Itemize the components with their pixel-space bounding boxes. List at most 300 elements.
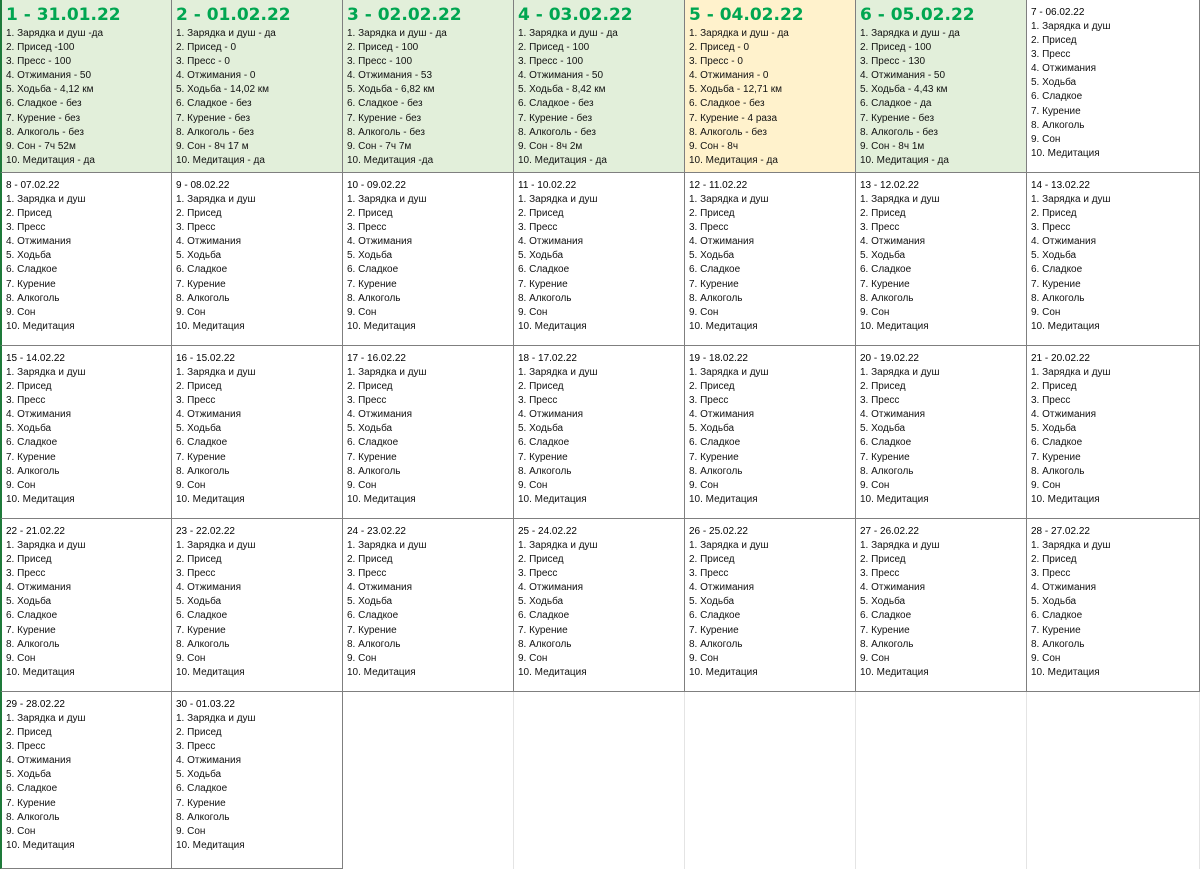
day-title: 15 - 14.02.22 bbox=[6, 353, 65, 364]
day-cell[interactable] bbox=[514, 519, 685, 692]
habit-item: 8. Алкоголь bbox=[176, 292, 230, 304]
habit-item: 7. Курение bbox=[347, 451, 397, 463]
habit-item: 8. Алкоголь bbox=[689, 638, 743, 650]
habit-item: 8. Алкоголь bbox=[689, 465, 743, 477]
habit-item: 7. Курение bbox=[176, 451, 226, 463]
habit-item: 5. Ходьба - 12,71 км bbox=[689, 84, 783, 96]
habit-item: 10. Медитация bbox=[6, 666, 75, 678]
day-title: 25 - 24.02.22 bbox=[518, 526, 577, 537]
habit-item: 10. Медитация bbox=[6, 839, 75, 851]
habit-item: 1. Зарядка и душ - да bbox=[860, 28, 960, 39]
day-cell[interactable] bbox=[1027, 346, 1200, 519]
habit-item: 3. Пресс - 100 bbox=[6, 56, 71, 68]
habit-item: 7. Курение bbox=[176, 797, 226, 809]
habit-item: 5. Ходьба bbox=[6, 769, 52, 781]
habit-item: 6. Сладкое bbox=[176, 783, 228, 795]
day-cell[interactable] bbox=[0, 0, 172, 173]
day-title: 18 - 17.02.22 bbox=[518, 353, 577, 364]
day-cell[interactable] bbox=[0, 173, 172, 346]
habit-item: 4. Отжимания bbox=[6, 755, 72, 767]
habit-item: 8. Алкоголь bbox=[518, 292, 572, 304]
habit-item: 9. Сон bbox=[689, 652, 719, 664]
habit-item: 8. Алкоголь bbox=[176, 638, 230, 650]
habit-item: 6. Сладкое bbox=[347, 610, 399, 622]
habit-item: 6. Сладкое bbox=[176, 437, 228, 449]
habit-list bbox=[176, 366, 338, 507]
habit-item: 4. Отжимания bbox=[347, 236, 413, 248]
habit-item: 10. Медитация - да bbox=[176, 154, 265, 166]
habit-item: 6. Сладкое bbox=[689, 610, 741, 622]
habit-item: 6. Сладкое bbox=[176, 610, 228, 622]
day-cell[interactable] bbox=[343, 173, 514, 346]
habit-item: 6. Сладкое bbox=[860, 437, 912, 449]
habit-item: 3. Пресс - 0 bbox=[689, 56, 743, 68]
habit-item: 7. Курение - 4 раза bbox=[689, 112, 778, 124]
habit-item: 10. Медитация bbox=[176, 839, 245, 851]
day-cell[interactable] bbox=[172, 692, 343, 869]
habit-item: 4. Отжимания bbox=[6, 236, 72, 248]
habit-item: 5. Ходьба bbox=[518, 423, 564, 435]
habit-item: 4. Отжимания - 53 bbox=[347, 70, 433, 82]
habit-item: 7. Курение bbox=[176, 624, 226, 636]
habit-item: 9. Сон bbox=[518, 306, 548, 318]
habit-item: 9. Сон - 8ч bbox=[689, 140, 739, 152]
habit-item: 9. Сон bbox=[860, 479, 890, 491]
habit-item: 3. Пресс bbox=[347, 395, 387, 407]
day-cell[interactable] bbox=[172, 173, 343, 346]
habit-item: 2. Присед - 0 bbox=[689, 42, 750, 54]
habit-item: 2. Присед bbox=[689, 554, 735, 566]
habit-item: 5. Ходьба bbox=[689, 250, 735, 262]
habit-item: 9. Сон - 8ч 2м bbox=[518, 140, 583, 152]
habit-item: 4. Отжимания bbox=[518, 582, 584, 594]
habit-item: 7. Курение - без bbox=[6, 112, 81, 124]
habit-item: 1. Зарядка и душ -да bbox=[6, 28, 104, 39]
habit-item: 2. Присед - 100 bbox=[347, 42, 419, 54]
habit-item: 7. Курение bbox=[860, 624, 910, 636]
habit-item: 6. Сладкое bbox=[1031, 610, 1083, 622]
habit-list bbox=[1031, 193, 1195, 334]
habit-item: 7. Курение bbox=[860, 278, 910, 290]
habit-item: 7. Курение bbox=[1031, 105, 1081, 117]
habit-item: 3. Пресс bbox=[1031, 49, 1071, 61]
habit-item: 3. Пресс bbox=[1031, 568, 1071, 580]
habit-item: 10. Медитация bbox=[860, 666, 929, 678]
habit-item: 6. Сладкое bbox=[176, 264, 228, 276]
habit-item: 1. Зарядка и душ bbox=[176, 540, 256, 551]
day-cell[interactable] bbox=[343, 0, 514, 173]
habit-item: 1. Зарядка и душ bbox=[6, 194, 86, 205]
habit-item: 10. Медитация bbox=[176, 666, 245, 678]
habit-item: 5. Ходьба bbox=[1031, 596, 1077, 608]
habit-item: 1. Зарядка и душ bbox=[6, 367, 86, 378]
habit-item: 10. Медитация bbox=[518, 493, 587, 505]
day-cell[interactable] bbox=[685, 0, 856, 173]
day-title: 5 - 04.02.22 bbox=[689, 5, 804, 25]
habit-item: 1. Зарядка и душ bbox=[176, 713, 256, 724]
habit-item: 9. Сон bbox=[6, 825, 36, 837]
habit-item: 5. Ходьба bbox=[518, 596, 564, 608]
habit-list bbox=[860, 193, 1022, 334]
habit-item: 1. Зарядка и душ bbox=[1031, 21, 1111, 32]
day-cell[interactable] bbox=[172, 0, 343, 173]
habit-item: 4. Отжимания - 50 bbox=[518, 70, 604, 82]
habit-item: 10. Медитация bbox=[1031, 493, 1100, 505]
habit-list bbox=[860, 539, 1022, 680]
habit-item: 9. Сон bbox=[1031, 652, 1061, 664]
habit-item: 8. Алкоголь bbox=[689, 292, 743, 304]
habit-item: 2. Присед bbox=[860, 554, 906, 566]
habit-item: 8. Алкоголь bbox=[518, 638, 572, 650]
habit-item: 5. Ходьба bbox=[176, 423, 222, 435]
habit-item: 3. Пресс bbox=[176, 741, 216, 753]
habit-item: 6. Сладкое - без bbox=[6, 98, 82, 110]
habit-item: 1. Зарядка и душ bbox=[518, 540, 598, 551]
day-cell[interactable] bbox=[514, 346, 685, 519]
habit-item: 1. Зарядка и душ - да bbox=[176, 28, 276, 39]
habit-item: 8. Алкоголь bbox=[1031, 292, 1085, 304]
habit-item: 4. Отжимания - 50 bbox=[6, 70, 92, 82]
habit-item: 1. Зарядка и душ bbox=[860, 367, 940, 378]
habit-item: 6. Сладкое bbox=[1031, 91, 1083, 103]
habit-item: 7. Курение bbox=[1031, 278, 1081, 290]
habit-item: 7. Курение bbox=[6, 451, 56, 463]
habit-item: 8. Алкоголь bbox=[860, 292, 914, 304]
day-cell[interactable] bbox=[856, 173, 1027, 346]
day-title: 23 - 22.02.22 bbox=[176, 526, 235, 537]
habit-item: 10. Медитация bbox=[1031, 147, 1100, 159]
habit-item: 10. Медитация bbox=[689, 320, 758, 332]
habit-item: 5. Ходьба - 14,02 км bbox=[176, 84, 270, 96]
habit-item: 2. Присед bbox=[1031, 381, 1077, 393]
habit-item: 9. Сон - 8ч 1м bbox=[860, 140, 925, 152]
habit-item: 4. Отжимания bbox=[176, 409, 242, 421]
habit-item: 5. Ходьба bbox=[347, 250, 393, 262]
habit-item: 4. Отжимания bbox=[860, 409, 926, 421]
habit-item: 8. Алкоголь bbox=[176, 465, 230, 477]
habit-item: 2. Присед bbox=[6, 727, 52, 739]
habit-item: 7. Курение bbox=[6, 624, 56, 636]
day-cell[interactable] bbox=[856, 0, 1027, 173]
habit-item: 9. Сон bbox=[6, 652, 36, 664]
habit-list bbox=[860, 27, 1022, 168]
empty-cell[interactable] bbox=[343, 692, 514, 869]
habit-item: 2. Присед bbox=[689, 381, 735, 393]
day-cell[interactable] bbox=[343, 346, 514, 519]
habit-list bbox=[347, 539, 509, 680]
day-cell[interactable] bbox=[172, 519, 343, 692]
habit-list bbox=[176, 27, 338, 168]
day-title: 4 - 03.02.22 bbox=[518, 5, 633, 25]
day-title: 19 - 18.02.22 bbox=[689, 353, 748, 364]
habit-item: 9. Сон bbox=[689, 306, 719, 318]
habit-item: 4. Отжимания - 50 bbox=[860, 70, 946, 82]
habit-item: 6. Сладкое - без bbox=[689, 98, 765, 110]
habit-item: 2. Присед bbox=[347, 208, 393, 220]
habit-item: 8. Алкоголь - без bbox=[689, 126, 767, 138]
habit-item: 3. Пресс bbox=[176, 568, 216, 580]
habit-item: 1. Зарядка и душ bbox=[1031, 540, 1111, 551]
habit-item: 8. Алкоголь bbox=[347, 465, 401, 477]
empty-cell[interactable] bbox=[1027, 692, 1200, 869]
habit-item: 2. Присед bbox=[176, 554, 222, 566]
habit-item: 2. Присед - 0 bbox=[176, 42, 237, 54]
habit-item: 3. Пресс bbox=[860, 222, 900, 234]
habit-list bbox=[6, 539, 167, 680]
habit-item: 4. Отжимания bbox=[176, 755, 242, 767]
habit-item: 7. Курение bbox=[1031, 624, 1081, 636]
habit-item: 5. Ходьба bbox=[6, 596, 52, 608]
habit-item: 5. Ходьба bbox=[860, 423, 906, 435]
habit-item: 8. Алкоголь bbox=[860, 465, 914, 477]
habit-item: 5. Ходьба bbox=[689, 596, 735, 608]
habit-item: 1. Зарядка и душ bbox=[860, 194, 940, 205]
habit-item: 3. Пресс bbox=[1031, 222, 1071, 234]
day-title: 9 - 08.02.22 bbox=[176, 180, 230, 191]
day-cell[interactable] bbox=[172, 346, 343, 519]
day-title: 29 - 28.02.22 bbox=[6, 699, 65, 710]
habit-list bbox=[518, 366, 680, 507]
habit-item: 6. Сладкое bbox=[347, 437, 399, 449]
habit-item: 8. Алкоголь - без bbox=[176, 126, 254, 138]
habit-item: 2. Присед bbox=[176, 727, 222, 739]
habit-item: 3. Пресс bbox=[6, 395, 46, 407]
habit-item: 10. Медитация bbox=[176, 320, 245, 332]
habit-item: 10. Медитация bbox=[347, 666, 416, 678]
habit-item: 4. Отжимания bbox=[1031, 236, 1097, 248]
habit-item: 1. Зарядка и душ bbox=[176, 367, 256, 378]
habit-item: 5. Ходьба bbox=[518, 250, 564, 262]
habit-item: 2. Присед bbox=[518, 381, 564, 393]
habit-item: 9. Сон bbox=[689, 479, 719, 491]
day-cell[interactable] bbox=[685, 346, 856, 519]
habit-item: 5. Ходьба - 4,12 км bbox=[6, 84, 94, 96]
habit-item: 3. Пресс bbox=[6, 222, 46, 234]
habit-item: 8. Алкоголь bbox=[347, 292, 401, 304]
habit-item: 2. Присед bbox=[347, 381, 393, 393]
habit-item: 4. Отжимания bbox=[860, 582, 926, 594]
day-title: 22 - 21.02.22 bbox=[6, 526, 65, 537]
habit-item: 2. Присед bbox=[1031, 208, 1077, 220]
day-title: 2 - 01.02.22 bbox=[176, 5, 291, 25]
habit-item: 5. Ходьба bbox=[176, 250, 222, 262]
habit-item: 4. Отжимания bbox=[1031, 63, 1097, 75]
habit-list bbox=[176, 539, 338, 680]
habit-item: 1. Зарядка и душ bbox=[347, 367, 427, 378]
habit-item: 3. Пресс bbox=[6, 741, 46, 753]
empty-cell[interactable] bbox=[856, 692, 1027, 869]
day-title: 12 - 11.02.22 bbox=[689, 180, 748, 191]
habit-item: 7. Курение bbox=[347, 624, 397, 636]
habit-item: 3. Пресс - 130 bbox=[860, 56, 925, 68]
habit-item: 1. Зарядка и душ - да bbox=[689, 28, 789, 39]
habit-item: 2. Присед bbox=[6, 554, 52, 566]
day-cell[interactable] bbox=[685, 519, 856, 692]
day-cell[interactable] bbox=[0, 692, 172, 869]
habit-item: 5. Ходьба bbox=[1031, 250, 1077, 262]
habit-item: 9. Сон bbox=[1031, 306, 1061, 318]
habit-item: 9. Сон - 7ч 7м bbox=[347, 140, 412, 152]
habit-item: 8. Алкоголь bbox=[518, 465, 572, 477]
habit-item: 6. Сладкое bbox=[518, 264, 570, 276]
habit-item: 6. Сладкое bbox=[1031, 264, 1083, 276]
day-cell[interactable] bbox=[0, 346, 172, 519]
habit-item: 9. Сон bbox=[176, 479, 206, 491]
habit-item: 1. Зарядка и душ bbox=[518, 194, 598, 205]
habit-list bbox=[176, 712, 338, 853]
habit-item: 3. Пресс bbox=[347, 568, 387, 580]
habit-item: 9. Сон bbox=[1031, 133, 1061, 145]
habit-item: 1. Зарядка и душ bbox=[689, 540, 769, 551]
day-cell[interactable] bbox=[1027, 173, 1200, 346]
habit-item: 10. Медитация bbox=[689, 666, 758, 678]
habit-item: 10. Медитация bbox=[6, 493, 75, 505]
habit-item: 7. Курение - без bbox=[176, 112, 251, 124]
habit-item: 9. Сон bbox=[6, 479, 36, 491]
habit-item: 2. Присед bbox=[6, 208, 52, 220]
habit-item: 10. Медитация bbox=[1031, 666, 1100, 678]
day-cell[interactable] bbox=[514, 0, 685, 173]
habit-item: 7. Курение bbox=[176, 278, 226, 290]
habit-item: 4. Отжимания bbox=[1031, 582, 1097, 594]
habit-list bbox=[860, 366, 1022, 507]
habit-item: 6. Сладкое bbox=[6, 264, 58, 276]
habit-item: 2. Присед bbox=[6, 381, 52, 393]
habit-item: 3. Пресс bbox=[518, 568, 558, 580]
habit-item: 1. Зарядка и душ bbox=[1031, 194, 1111, 205]
habit-item: 10. Медитация bbox=[347, 493, 416, 505]
day-title: 21 - 20.02.22 bbox=[1031, 353, 1090, 364]
habit-list bbox=[6, 27, 167, 168]
habit-item: 4. Отжимания - 0 bbox=[689, 70, 769, 82]
habit-item: 1. Зарядка и душ bbox=[1031, 367, 1111, 378]
day-title: 13 - 12.02.22 bbox=[860, 180, 919, 191]
day-title: 3 - 02.02.22 bbox=[347, 5, 462, 25]
habit-item: 4. Отжимания bbox=[518, 236, 584, 248]
habit-item: 5. Ходьба bbox=[347, 423, 393, 435]
habit-item: 1. Зарядка и душ bbox=[518, 367, 598, 378]
habit-item: 9. Сон bbox=[518, 479, 548, 491]
habit-item: 3. Пресс bbox=[860, 568, 900, 580]
habit-item: 4. Отжимания bbox=[176, 236, 242, 248]
habit-item: 8. Алкоголь - без bbox=[347, 126, 425, 138]
day-title: 8 - 07.02.22 bbox=[6, 180, 60, 191]
habit-item: 2. Присед bbox=[860, 208, 906, 220]
habit-item: 9. Сон bbox=[176, 652, 206, 664]
day-cell[interactable] bbox=[1027, 0, 1200, 173]
day-cell[interactable] bbox=[856, 346, 1027, 519]
habit-item: 9. Сон bbox=[347, 652, 377, 664]
habit-item: 8. Алкоголь bbox=[1031, 119, 1085, 131]
habit-item: 6. Сладкое bbox=[860, 610, 912, 622]
habit-item: 10. Медитация - да bbox=[518, 154, 607, 166]
habit-item: 2. Присед bbox=[176, 381, 222, 393]
habit-item: 6. Сладкое - без bbox=[518, 98, 594, 110]
habit-item: 1. Зарядка и душ bbox=[689, 367, 769, 378]
habit-item: 2. Присед -100 bbox=[6, 42, 75, 54]
habit-list bbox=[1031, 20, 1195, 161]
habit-item: 2. Присед bbox=[347, 554, 393, 566]
habit-item: 2. Присед - 100 bbox=[518, 42, 590, 54]
habit-item: 4. Отжимания bbox=[689, 236, 755, 248]
day-cell[interactable] bbox=[1027, 519, 1200, 692]
habit-item: 3. Пресс bbox=[1031, 395, 1071, 407]
day-cell[interactable] bbox=[685, 173, 856, 346]
day-cell[interactable] bbox=[514, 173, 685, 346]
habit-item: 8. Алкоголь - без bbox=[860, 126, 938, 138]
habit-item: 4. Отжимания bbox=[518, 409, 584, 421]
habit-item: 9. Сон bbox=[1031, 479, 1061, 491]
empty-cell[interactable] bbox=[685, 692, 856, 869]
habit-list bbox=[518, 27, 680, 168]
habit-item: 8. Алкоголь - без bbox=[6, 126, 84, 138]
habit-item: 7. Курение bbox=[689, 278, 739, 290]
habit-item: 7. Курение bbox=[6, 797, 56, 809]
habit-item: 7. Курение bbox=[347, 278, 397, 290]
habit-item: 9. Сон - 7ч 52м bbox=[6, 140, 76, 152]
day-cell[interactable] bbox=[856, 519, 1027, 692]
habit-list bbox=[689, 366, 851, 507]
day-title: 17 - 16.02.22 bbox=[347, 353, 406, 364]
day-cell[interactable] bbox=[0, 519, 172, 692]
habit-item: 8. Алкоголь - без bbox=[518, 126, 596, 138]
habit-list bbox=[518, 539, 680, 680]
habit-item: 10. Медитация bbox=[518, 320, 587, 332]
habit-item: 7. Курение bbox=[1031, 451, 1081, 463]
habit-item: 7. Курение bbox=[518, 278, 568, 290]
habit-item: 4. Отжимания - 0 bbox=[176, 70, 256, 82]
habit-item: 6. Сладкое - без bbox=[176, 98, 252, 110]
habit-item: 4. Отжимания bbox=[860, 236, 926, 248]
habit-item: 7. Курение bbox=[518, 451, 568, 463]
habit-item: 5. Ходьба - 6,82 км bbox=[347, 84, 435, 96]
habit-item: 3. Пресс bbox=[6, 568, 46, 580]
empty-cell[interactable] bbox=[514, 692, 685, 869]
habit-list bbox=[347, 27, 509, 168]
habit-item: 2. Присед - 100 bbox=[860, 42, 932, 54]
habit-item: 3. Пресс bbox=[860, 395, 900, 407]
day-title: 10 - 09.02.22 bbox=[347, 180, 406, 191]
habit-item: 9. Сон bbox=[347, 479, 377, 491]
habit-item: 9. Сон bbox=[347, 306, 377, 318]
habit-item: 3. Пресс bbox=[689, 222, 729, 234]
habit-item: 8. Алкоголь bbox=[860, 638, 914, 650]
habit-item: 2. Присед bbox=[176, 208, 222, 220]
habit-item: 2. Присед bbox=[518, 208, 564, 220]
habit-item: 2. Присед bbox=[518, 554, 564, 566]
habit-item: 10. Медитация - да bbox=[860, 154, 949, 166]
habit-list bbox=[689, 27, 851, 168]
habit-item: 6. Сладкое bbox=[860, 264, 912, 276]
habit-item: 3. Пресс bbox=[347, 222, 387, 234]
habit-item: 7. Курение bbox=[6, 278, 56, 290]
habit-item: 5. Ходьба bbox=[176, 596, 222, 608]
habit-item: 10. Медитация bbox=[347, 320, 416, 332]
habit-item: 5. Ходьба bbox=[6, 423, 52, 435]
habit-item: 3. Пресс bbox=[176, 395, 216, 407]
habit-item: 10. Медитация bbox=[518, 666, 587, 678]
habit-item: 6. Сладкое bbox=[689, 264, 741, 276]
habit-item: 5. Ходьба bbox=[1031, 423, 1077, 435]
habit-item: 5. Ходьба - 4,43 км bbox=[860, 84, 948, 96]
habit-item: 4. Отжимания bbox=[347, 582, 413, 594]
habit-item: 5. Ходьба bbox=[6, 250, 52, 262]
habit-item: 10. Медитация bbox=[1031, 320, 1100, 332]
day-title: 16 - 15.02.22 bbox=[176, 353, 235, 364]
habit-item: 6. Сладкое - без bbox=[347, 98, 423, 110]
day-cell[interactable] bbox=[343, 519, 514, 692]
habit-item: 2. Присед bbox=[1031, 35, 1077, 47]
